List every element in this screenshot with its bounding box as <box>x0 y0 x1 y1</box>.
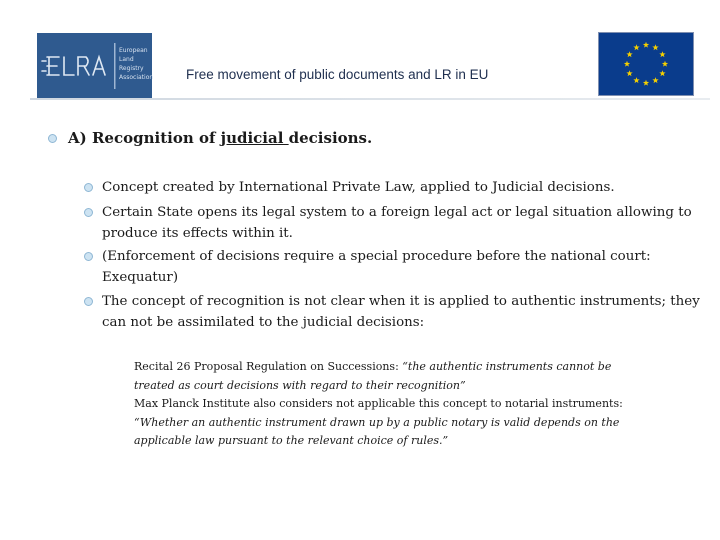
header-divider <box>30 98 710 100</box>
eu-star-icon <box>626 70 632 76</box>
eu-star-icon <box>659 51 665 57</box>
list-item-text: The concept of recognition is not clear when it is applied to authentic instruments; they can not be assimilated to the judicial decisions: <box>102 294 700 330</box>
eu-flag <box>599 33 693 95</box>
bullet-icon <box>84 208 93 217</box>
heading-prefix: A) Recognition of <box>68 129 221 147</box>
elra-logo-side-text <box>119 46 154 82</box>
header-title: Free movement of public documents and LR in EU <box>186 67 489 82</box>
list-item <box>84 247 702 288</box>
eu-star-icon <box>659 70 665 76</box>
list-item-text: (Enforcement of decisions require a special procedure before the national court: Exequatur) <box>102 249 651 285</box>
eu-star-icon <box>652 44 658 50</box>
elra-logo <box>37 33 152 99</box>
elra-side-line: Association <box>119 74 154 81</box>
elra-side-line: European <box>119 47 148 54</box>
eu-star-icon <box>643 80 649 86</box>
eu-star-icon <box>662 61 668 67</box>
quote-text: “the authentic instruments cannot be <box>402 360 612 373</box>
eu-star-icon <box>626 51 632 57</box>
quote-block <box>134 358 704 451</box>
quote-line: applicable law pursuant to the relevant choice of rules.” <box>134 434 449 447</box>
list-item-text: Concept created by International Private Law, applied to Judicial decisions. <box>102 180 615 195</box>
elra-side-line: Land <box>119 56 134 63</box>
bullet-icon <box>84 252 93 261</box>
eu-star-icon <box>624 61 630 67</box>
list-item <box>84 203 702 244</box>
bullet-icon <box>84 183 93 192</box>
eu-star-icon <box>633 44 639 50</box>
section-heading <box>48 127 708 149</box>
elra-side-line: Registry <box>119 65 144 72</box>
quote-line <box>134 358 704 377</box>
heading-underlined: judicial <box>220 129 289 147</box>
eu-star-icon <box>643 42 649 48</box>
quote-line: “Whether an authentic instrument drawn up by a public notary is valid depends on the <box>134 415 620 429</box>
list-item <box>84 292 702 333</box>
list-item-text: Certain State opens its legal system to a foreign legal act or legal situation allowing to produce its effects within it. <box>102 205 692 241</box>
heading-suffix: decisions. <box>288 129 373 147</box>
quote-citation: Recital 26 Proposal Regulation on Successions: <box>134 360 403 373</box>
eu-star-icon <box>652 77 658 83</box>
quote-line: treated as court decisions with regard to their recognition” <box>134 378 466 392</box>
bullet-icon <box>48 134 57 143</box>
eu-star-icon <box>633 77 639 83</box>
list-item <box>84 178 702 199</box>
bullet-icon <box>84 297 93 306</box>
quote-line: Max Planck Institute also considers not applicable this concept to notarial instruments: <box>134 397 623 410</box>
eu-flag-stars <box>599 33 693 95</box>
